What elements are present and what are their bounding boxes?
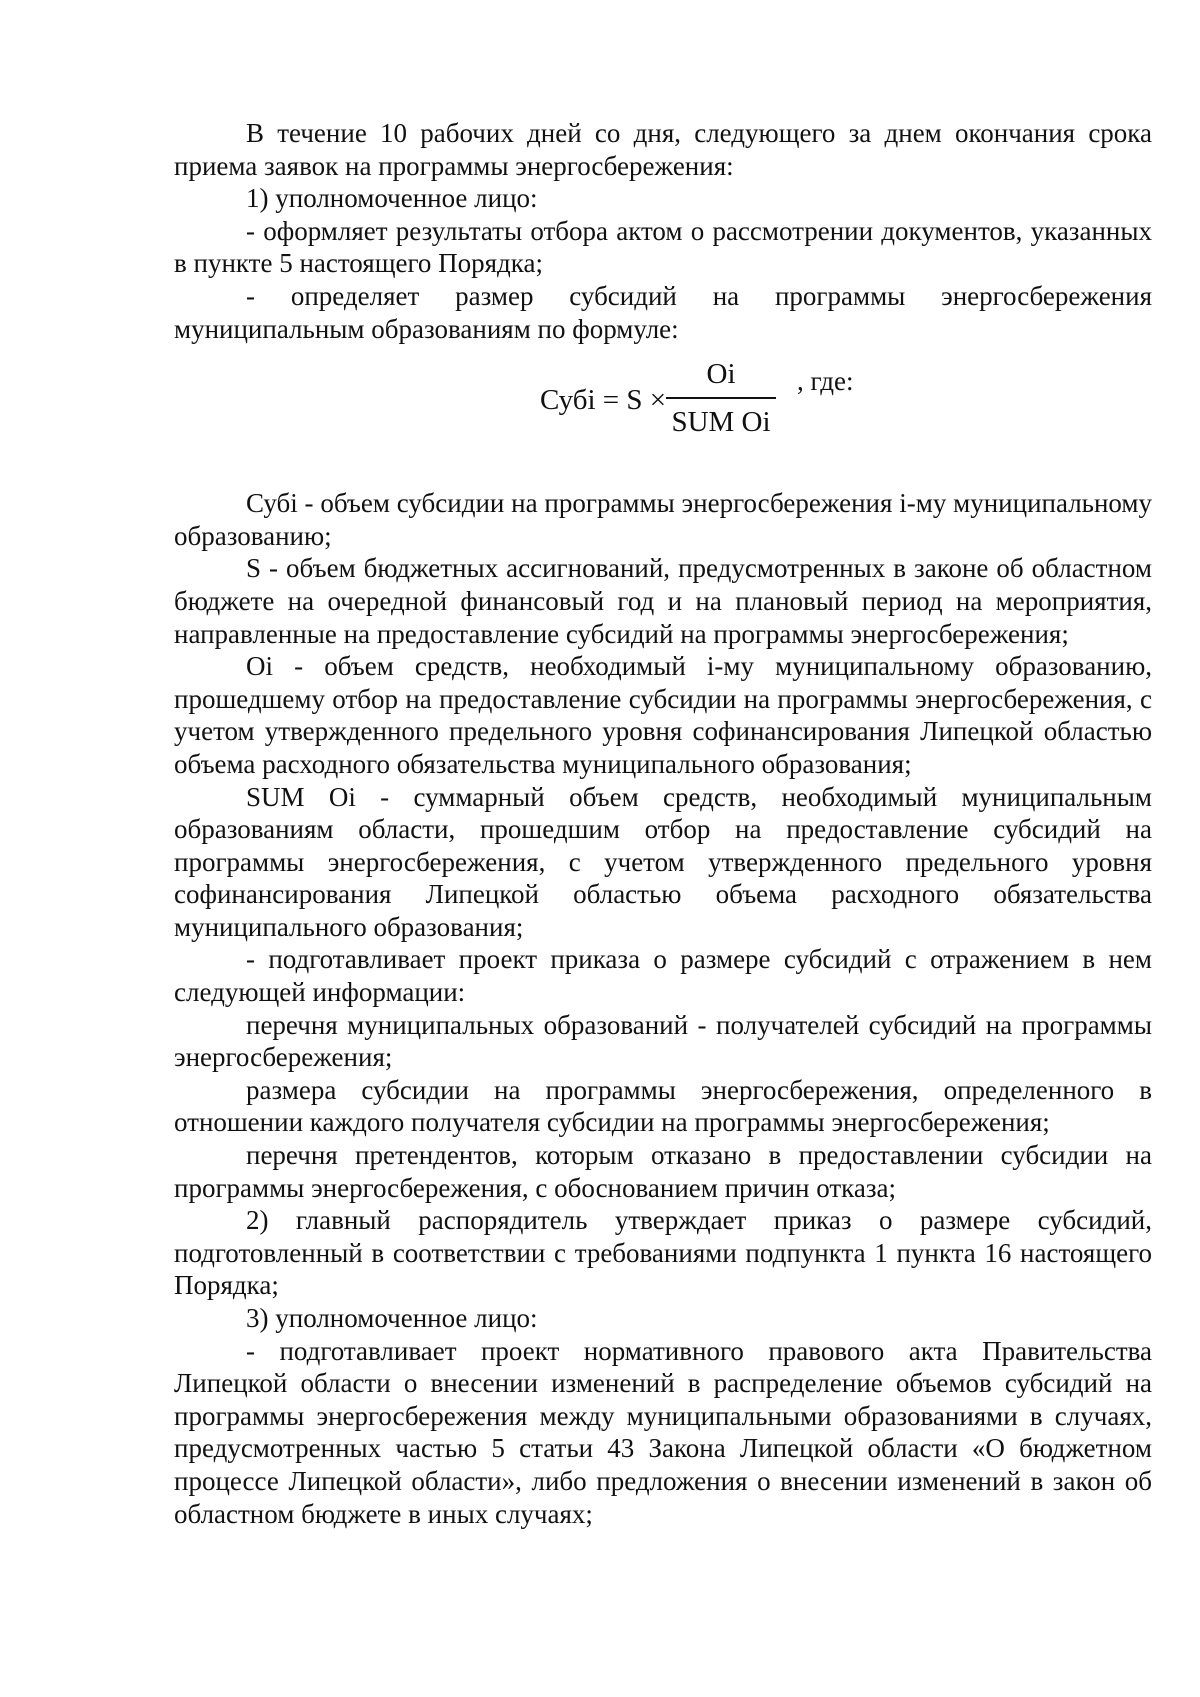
formula-suffix: , где: xyxy=(797,366,854,397)
definition-oi: Oi - объем средств, необходимый i-му муниципальному образованию, прошедшему отбор на предоставление субсидии на программы энергосбережения, с учетом утвержденного предельного уровня софинансирования Липецкой областью объема расходного обязательства муниципального образования; xyxy=(174,651,1152,779)
paragraph-intro: В течение 10 рабочих дней со дня, следующего за днем окончания срока приема заявок на программы энергосбережения: xyxy=(174,118,1152,181)
paragraph-determine-size: - определяет размер субсидий на программы энергосбережения муниципальным образованиям по формуле: xyxy=(174,280,1152,344)
formula-numerator: Oi xyxy=(706,358,736,391)
formula-fraction xyxy=(666,357,776,439)
definition-s: S - объем бюджетных ассигнований, предусмотренных в законе об областном бюджете на очередной финансовый год и на плановый период на мероприятия, направленные на предоставление субсидий на программы энергосбережения; xyxy=(174,553,1152,649)
paragraph-item-2: 2) главный распорядитель утверждает приказ о размере субсидий, подготовленный в соответствии с требованиями подпункта 1 пункта 16 настоящего Порядка; xyxy=(174,1205,1152,1301)
subsidy-formula xyxy=(174,357,1152,475)
document-page xyxy=(174,117,1152,1530)
paragraph-item-3: 3) уполномоченное лицо: xyxy=(246,1303,538,1333)
paragraph-prepare-order: - подготавливает проект приказа о размере субсидий с отражением в нем следующей информации: xyxy=(174,944,1152,1008)
formula-denominator: SUM Oi xyxy=(671,405,771,438)
paragraph-list-recipients: перечня муниципальных образований - получателей субсидий на программы энергосбережения; xyxy=(174,1009,1152,1073)
paragraph-item-1: 1) уполномоченное лицо: xyxy=(246,183,538,214)
definition-sub-i: Субi - объем субсидии на программы энергосбережения i-му муниципальному образованию; xyxy=(174,488,1152,551)
formula-left-side: Субi = S × xyxy=(540,384,667,417)
paragraph-subsidy-size: размера субсидии на программы энергосбережения, определенного в отношении каждого получателя субсидии на программы энергосбережения; xyxy=(174,1074,1152,1138)
paragraph-prepare-act: - подготавливает проект нормативного правового акта Правительства Липецкой области о внесении изменений в распределение объемов субсидий на программы энергосбережения между муниципальными образованиями в случаях, предусмотренных частью 5 статьи 43 Закона Липецкой области «О бюджетном процессе Липецкой области», либо предложения о внесении изменений в закон об областном бюджете в иных случаях; xyxy=(174,1335,1152,1529)
paragraph-list-refused: перечня претендентов, которым отказано в предоставлении субсидии на программы энергосбережения, с обоснованием причин отказа; xyxy=(174,1140,1152,1203)
definition-sum-oi: SUM Oi - суммарный объем средств, необходимый муниципальным образованиям области, прошедшим отбор на предоставление субсидий на программы энергосбережения, с учетом утвержденного предельного уровня софинансирования Липецкой областью объема расходного обязательства муниципального образования; xyxy=(174,781,1152,942)
paragraph-act-result: - оформляет результаты отбора актом о рассмотрении документов, указанных в пункте 5 настоящего Порядка; xyxy=(174,215,1152,279)
